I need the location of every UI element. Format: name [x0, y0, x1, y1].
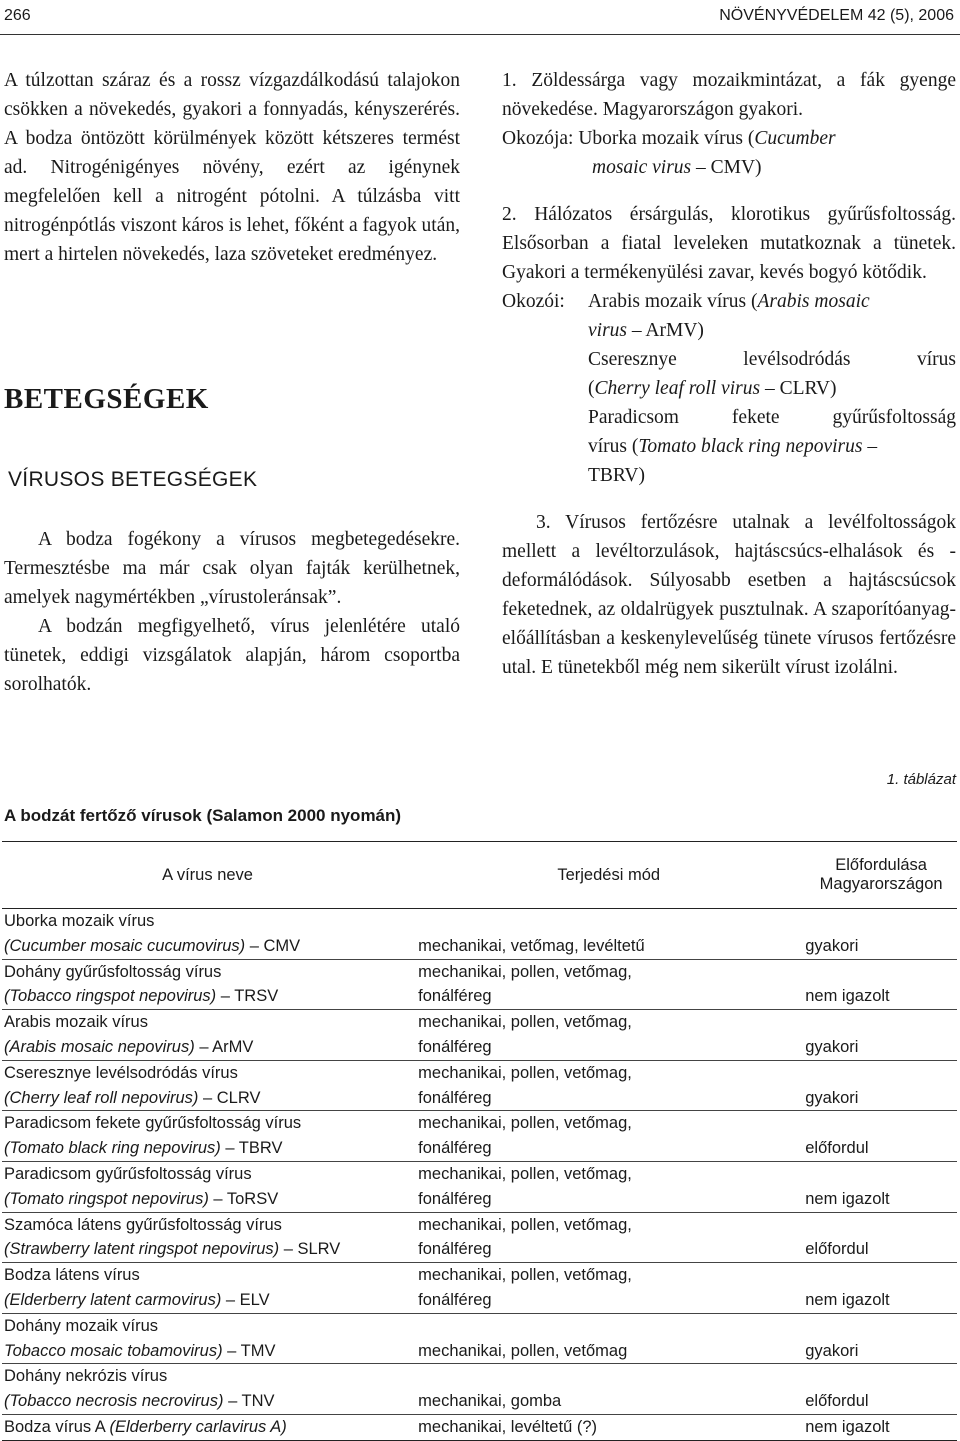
virus-name: Paradicsom fekete gyűrűsfoltosság vírus [4, 1114, 302, 1133]
left-column-body [4, 525, 460, 699]
occurrence-cell [805, 1161, 957, 1212]
virus-latin-line [4, 1187, 412, 1212]
right-column [502, 66, 956, 682]
cause-abbr: – ArMV) [627, 320, 704, 341]
occurrence-cell [805, 1060, 957, 1111]
spread-line-2: mechanikai, pollen, vetőmag [418, 1341, 628, 1360]
spread-line-1: mechanikai, pollen, vetőmag, [418, 1114, 632, 1133]
body-paragraph: A bodzán megfigyelhető, vírus jelenlétére utaló tünetek, eddigi vizsgálatok alapján, három csoportba sorolhatók. [4, 616, 460, 695]
group-2-text: 2. Hálózatos érsárgulás, klorotikus gyűrűsfoltosság. Elsősorban a fiatal leveleken mutatkoznak a tünetek. Gyakori a termékenyülési zavar, kevés bogyó kötődik. [502, 204, 956, 283]
symptom-group-1 [502, 66, 956, 182]
occurrence: nem igazolt [805, 987, 890, 1006]
virus-name: Bodza látens vírus [4, 1266, 140, 1285]
occurrence: előfordul [805, 1240, 869, 1259]
spread-line-1: mechanikai, pollen, vetőmag, [418, 1164, 632, 1183]
cause-tbrv: Paradicsom fekete gyűrűsfoltosság [588, 407, 956, 428]
virus-latin-line [4, 1339, 412, 1364]
occurrence: nem igazolt [805, 1290, 890, 1309]
group-1-cause-cont [502, 153, 956, 182]
virus-abbr: – CLRV [198, 1088, 261, 1107]
spread-cell [412, 1010, 805, 1061]
spread-line-1: mechanikai, pollen, vetőmag, [418, 1266, 632, 1285]
cause-latin: Arabis mosaic [757, 291, 870, 312]
virus-name-cell [2, 1111, 412, 1162]
group-2-causes [502, 287, 956, 490]
cause-armv-cont [588, 316, 956, 345]
dash: – [862, 436, 878, 457]
occurrence-cell [805, 1313, 957, 1364]
virus-name-cell [2, 1060, 412, 1111]
spread-line-2: fonálféreg [418, 1240, 492, 1259]
group-3-text: 3. Vírusos fertőzésre utalnak a levélfoltosságok mellett a levéltorzulások, hajtáscsúcs-elhalások és -deformálódások. Súlyosabb esetben a hajtáscsúcsok feketednek, az oldalrügyek pusztulnak. A szaporítóanyag-előállításban a keskenylevelűség tünete vírusos fertőzésre utal. E tünetekből még nem sikerült vírust izolálni. [502, 512, 956, 678]
virus-latin: (Elderberry latent carmovirus) [4, 1290, 222, 1309]
virus-abbr: – ArMV [194, 1037, 254, 1056]
virus-abbr: – ToRSV [208, 1189, 279, 1208]
spread-cell: mechanikai, levéltetű (?) [412, 1414, 805, 1440]
col-header-spread: Terjedési mód [412, 842, 805, 909]
table-row [2, 1263, 957, 1314]
table-caption: A bodzát fertőző vírusok (Salamon 2000 nyomán) [4, 806, 402, 825]
cause-armv [588, 287, 956, 316]
intro-paragraph: A túlzottan száraz és a rossz vízgazdálkodású talajokon csökken a növekedés, gyakori a fonnyadás, kényszerérés. A bodza öntözött körülmények között kétszeres termést ad. Nitrogénigényes növény, ezért az igénynek megfelelően kell a nitrogént pótolni. A túlzásba vitt nitrogénpótlás viszont káros is lehet, főként a fagyok után, mert a hirtelen növekedés, laza szöveteket eredményez. [4, 70, 460, 265]
virus-latin-line [4, 1035, 412, 1060]
occurrence: előfordul [805, 1139, 869, 1158]
virus-latin-line [4, 934, 412, 959]
spread-line-1: mechanikai, pollen, vetőmag, [418, 1013, 632, 1032]
virus-latin: (Cherry leaf roll nepovirus) [4, 1088, 199, 1107]
col-header-occurrence: Előfordulása Magyarországon [805, 842, 957, 909]
virus-latin-line [4, 1237, 412, 1262]
occurrence: nem igazolt [805, 1417, 890, 1436]
virus-name-cell [2, 1364, 412, 1415]
spread-line-1 [418, 909, 805, 934]
running-header [0, 0, 960, 35]
journal-citation: NÖVÉNYVÉDELEM 42 (5), 2006 [719, 7, 954, 24]
cause-latin-cont: mosaic virus [592, 157, 692, 178]
virus-name: Dohány nekrózis vírus [4, 1367, 168, 1386]
spread-cell [412, 959, 805, 1010]
virus-name-cell [2, 1313, 412, 1364]
spread-cell [412, 1313, 805, 1364]
table-row [2, 909, 957, 960]
subsection-heading: VÍRUSOS BETEGSÉGEK [8, 468, 258, 491]
virus-name-cell [2, 909, 412, 960]
spread-cell [412, 1364, 805, 1415]
table-row [2, 1364, 957, 1415]
spread-line-2: fonálféreg [418, 1088, 492, 1107]
occurrence-cell [805, 1212, 957, 1263]
virus-abbr: – TBRV [220, 1139, 283, 1158]
virus-name: Cseresznye levélsodródás vírus [4, 1063, 238, 1082]
occurrence: nem igazolt [805, 1189, 890, 1208]
spread-line-1 [418, 1364, 805, 1389]
virus-latin-line [4, 1389, 412, 1414]
cause-latin: Tomato black ring nepovirus [638, 436, 863, 457]
group-1-text: 1. Zöldessárga vagy mozaikmintázat, a fák gyenge növekedése. Magyarországon gyakori. [502, 70, 956, 120]
cause-latin: Cucumber [754, 128, 836, 149]
spread-cell [412, 909, 805, 960]
virus-latin: (Cucumber mosaic cucumovirus) [4, 936, 246, 955]
virus-table [2, 841, 957, 1441]
occurrence: gyakori [805, 1341, 859, 1360]
table-header-row [2, 842, 957, 909]
virus-latin: (Tobacco ringspot nepovirus) [4, 987, 217, 1006]
virus-name: Paradicsom gyűrűsfoltosság vírus [4, 1164, 252, 1183]
section-heading: BETEGSÉGEK [4, 383, 209, 415]
occurrence: gyakori [805, 1088, 859, 1107]
cause-abbr: – CLRV) [760, 378, 837, 399]
symptom-group-2 [502, 200, 956, 490]
virus-latin: (Arabis mosaic nepovirus) [4, 1037, 195, 1056]
virus-latin: (Tomato ringspot nepovirus) [4, 1189, 209, 1208]
occurrence-cell [805, 1364, 957, 1415]
spread-cell [412, 1212, 805, 1263]
spread-line-1: mechanikai, pollen, vetőmag, [418, 962, 632, 981]
virus-name: Arabis mozaik vírus [4, 1013, 148, 1032]
cause-clrv: Cseresznye levélsodródás vírus [588, 349, 956, 370]
virus-name-cell [2, 1414, 412, 1440]
cause-latin: virus [588, 320, 627, 341]
virus-latin-line [4, 984, 412, 1009]
page-number: 266 [4, 7, 31, 24]
virus-abbr: – TMV [222, 1341, 276, 1360]
group-1-cause [502, 124, 956, 153]
cause-label: Okozója: Uborka mozaik vírus ( [502, 128, 755, 149]
virus-latin: (Elderberry carlavirus A) [109, 1417, 287, 1436]
occurrence-cell [805, 1263, 957, 1314]
spread-line-2: fonálféreg [418, 1290, 492, 1309]
virus-name: Szamóca látens gyűrűsfoltosság vírus [4, 1215, 282, 1234]
occurrence-cell [805, 1111, 957, 1162]
table-row [2, 1212, 957, 1263]
spread-line-2: fonálféreg [418, 1037, 492, 1056]
cause-tbrv-cont [588, 432, 956, 461]
table-row [2, 959, 957, 1010]
table-row [2, 1161, 957, 1212]
spread-line-2: fonálféreg [418, 1189, 492, 1208]
table-row [2, 1111, 957, 1162]
spread-line-2: fonálféreg [418, 987, 492, 1006]
cause-latin: Cherry leaf roll virus [594, 378, 761, 399]
spread-line-2: mechanikai, gomba [418, 1392, 562, 1411]
virus-name-cell [2, 1263, 412, 1314]
occurrence-cell [805, 909, 957, 960]
virus-abbr: – SLRV [279, 1240, 341, 1259]
spread-line-2: mechanikai, vetőmag, levéltetű [418, 936, 645, 955]
spread-line-1: mechanikai, pollen, vetőmag, [418, 1063, 632, 1082]
cause-clrv-cont [588, 374, 956, 403]
cause-tbrv-abbr: TBRV) [588, 465, 645, 486]
paren: ( [588, 378, 595, 399]
spread-cell [412, 1263, 805, 1314]
virus-abbr: – CMV [245, 936, 301, 955]
spread-cell [412, 1161, 805, 1212]
spread-cell [412, 1111, 805, 1162]
spread-line-2: fonálféreg [418, 1139, 492, 1158]
table-row [2, 1313, 957, 1364]
occurrence: előfordul [805, 1392, 869, 1411]
virus-latin: (Tomato black ring nepovirus) [4, 1139, 221, 1158]
virus-latin-line [4, 1136, 412, 1161]
occurrence: gyakori [805, 1037, 859, 1056]
virus-latin: (Tobacco necrosis necrovirus) [4, 1392, 224, 1411]
symptom-group-3 [502, 508, 956, 682]
virus-name-cell [2, 1010, 412, 1061]
cause-name: vírus ( [588, 436, 639, 457]
virus-name: Dohány mozaik vírus [4, 1316, 159, 1335]
causes-label: Okozói: [502, 291, 565, 312]
occurrence-cell [805, 959, 957, 1010]
table-row [2, 1010, 957, 1061]
virus-name: Dohány gyűrűsfoltosság vírus [4, 962, 222, 981]
col-header-name: A vírus neve [2, 842, 412, 909]
body-paragraph: A bodza fogékony a vírusos megbetegedésekre. Termesztésbe ma már csak olyan fajták kerülhetnek, amelyek nagymértékben „vírustoleránsak”. [4, 529, 460, 608]
left-column-intro [4, 66, 460, 269]
virus-latin-line [4, 1288, 412, 1313]
virus-name-cell [2, 1212, 412, 1263]
virus-abbr: – TRSV [216, 987, 279, 1006]
spread-line-1 [418, 1314, 805, 1339]
table-number: 1. táblázat [886, 771, 956, 788]
virus-name: Uborka mozaik vírus [4, 912, 155, 930]
virus-name: Bodza vírus A [4, 1417, 110, 1436]
cause-abbr: – CMV) [691, 157, 762, 178]
occurrence: gyakori [805, 936, 859, 955]
virus-abbr: – TNV [223, 1392, 275, 1411]
virus-latin: (Strawberry latent ringspot nepovirus) [4, 1240, 280, 1259]
spread-line-1: mechanikai, pollen, vetőmag, [418, 1215, 632, 1234]
table-row [2, 1414, 957, 1440]
virus-latin: Tobacco mosaic tobamovirus) [4, 1341, 223, 1360]
cause-name: Arabis mozaik vírus ( [588, 291, 758, 312]
spread-cell [412, 1060, 805, 1111]
virus-name-cell [2, 1161, 412, 1212]
virus-latin-line [4, 1086, 412, 1111]
virus-name-cell [2, 959, 412, 1010]
virus-abbr: – ELV [221, 1290, 270, 1309]
occurrence-cell [805, 1414, 957, 1440]
occurrence-cell [805, 1010, 957, 1061]
table-row [2, 1060, 957, 1111]
